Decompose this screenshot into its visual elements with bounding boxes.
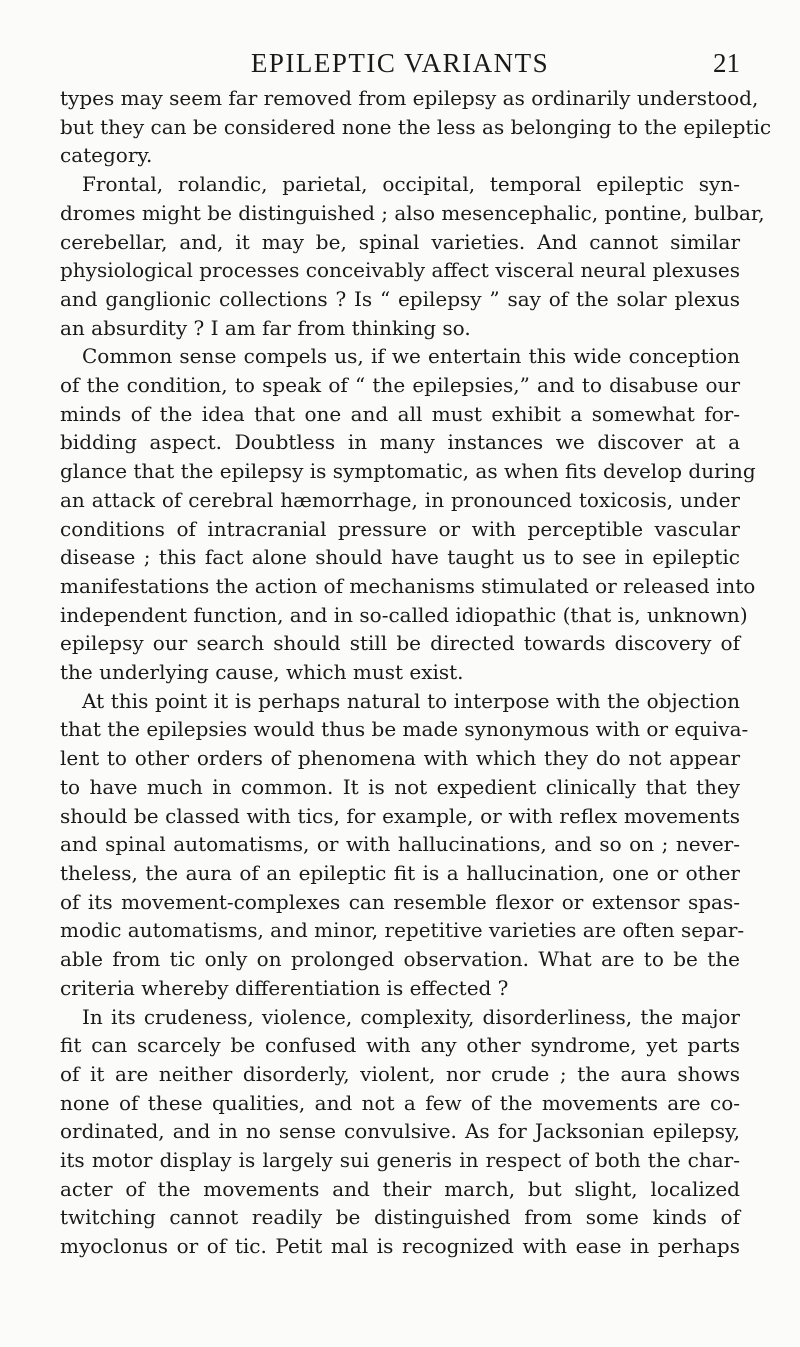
page-number: 21 bbox=[713, 48, 740, 78]
text-line: lent to other orders of phenomena with which they do not appear bbox=[60, 746, 740, 771]
text-line: conditions of intracranial pressure or with perceptible vascular bbox=[60, 516, 740, 541]
text-line: twitching cannot readily be distinguished from some kinds of bbox=[60, 1205, 740, 1230]
text-line: of it are neither disorderly, violent, nor crude ; the aura shows bbox=[60, 1061, 740, 1086]
text-line: category. bbox=[60, 143, 153, 168]
text-line: manifestations the action of mechanisms stimulated or released into bbox=[60, 573, 756, 598]
text-line: bidding aspect. Doubtless in many instances we discover at a bbox=[60, 430, 740, 455]
text-line: of the condition, to speak of “ the epilepsies,” and to disabuse our bbox=[60, 373, 740, 398]
text-line: and spinal automatisms, or with hallucinations, and so on ; never- bbox=[60, 832, 740, 857]
text-line: none of these qualities, and not a few of the movements are co- bbox=[60, 1090, 740, 1115]
text-line: criteria whereby differentiation is effected ? bbox=[60, 975, 509, 1000]
text-line: an attack of cerebral hæmorrhage, in pronounced toxicosis, under bbox=[60, 487, 740, 512]
text-line: able from tic only on prolonged observation. What are to be the bbox=[60, 947, 740, 972]
text-line: and ganglionic collections ? Is “ epilepsy ” say of the solar plexus bbox=[60, 286, 740, 311]
text-line: myoclonus or of tic. Petit mal is recognized with ease in perhaps bbox=[60, 1234, 740, 1259]
text-line: fit can scarcely be confused with any other syndrome, yet parts bbox=[60, 1033, 740, 1058]
text-line: its motor display is largely sui generis in respect of both the char- bbox=[60, 1148, 740, 1173]
text-line: Frontal, rolandic, parietal, occipital, temporal epileptic syn- bbox=[82, 172, 740, 197]
text-line: theless, the aura of an epileptic fit is a hallucination, one or other bbox=[60, 860, 740, 885]
text-line: cerebellar, and, it may be, spinal varieties. And cannot similar bbox=[60, 229, 740, 254]
text-line: but they can be considered none the less as belonging to the epileptic bbox=[60, 114, 772, 139]
running-head: EPILEPTIC VARIANTS bbox=[250, 48, 550, 78]
page-header bbox=[60, 40, 740, 90]
text-line: that the epilepsies would thus be made synonymous with or equiva- bbox=[60, 717, 749, 742]
text-line: modic automatisms, and minor, repetitive varieties are often separ- bbox=[60, 918, 745, 943]
text-line: disease ; this fact alone should have taught us to see in epileptic bbox=[60, 545, 740, 570]
text-line: dromes might be distinguished ; also mesencephalic, pontine, bulbar, bbox=[60, 200, 765, 225]
text-line: of its movement-complexes can resemble flexor or extensor spas- bbox=[60, 889, 740, 914]
text-line: an absurdity ? I am far from thinking so. bbox=[60, 315, 471, 340]
text-line: should be classed with tics, for example, or with reflex movements bbox=[60, 803, 740, 828]
text-line: minds of the idea that one and all must exhibit a somewhat for- bbox=[60, 401, 740, 426]
body-text bbox=[60, 84, 772, 1261]
text-line: In its crudeness, violence, complexity, disorderliness, the major bbox=[82, 1004, 740, 1029]
text-line: epilepsy our search should still be directed towards discovery of bbox=[60, 631, 740, 656]
text-line: the underlying cause, which must exist. bbox=[60, 660, 464, 685]
text-line: types may seem far removed from epilepsy as ordinarily understood, bbox=[60, 86, 759, 110]
text-line: acter of the movements and their march, but slight, localized bbox=[60, 1176, 740, 1201]
text-line: glance that the epilepsy is symptomatic, as when fits develop during bbox=[60, 459, 756, 484]
text-line: independent function, and in so-called idiopathic (that is, unknown) bbox=[60, 602, 748, 627]
text-line: Common sense compels us, if we entertain this wide conception bbox=[82, 344, 740, 369]
text-line: At this point it is perhaps natural to interpose with the objection bbox=[82, 688, 740, 713]
text-line: physiological processes conceivably affect visceral neural plexuses bbox=[60, 258, 740, 283]
text-line: ordinated, and in no sense convulsive. As for Jacksonian epilepsy, bbox=[60, 1119, 740, 1144]
text-line: to have much in common. It is not expedient clinically that they bbox=[60, 774, 740, 799]
